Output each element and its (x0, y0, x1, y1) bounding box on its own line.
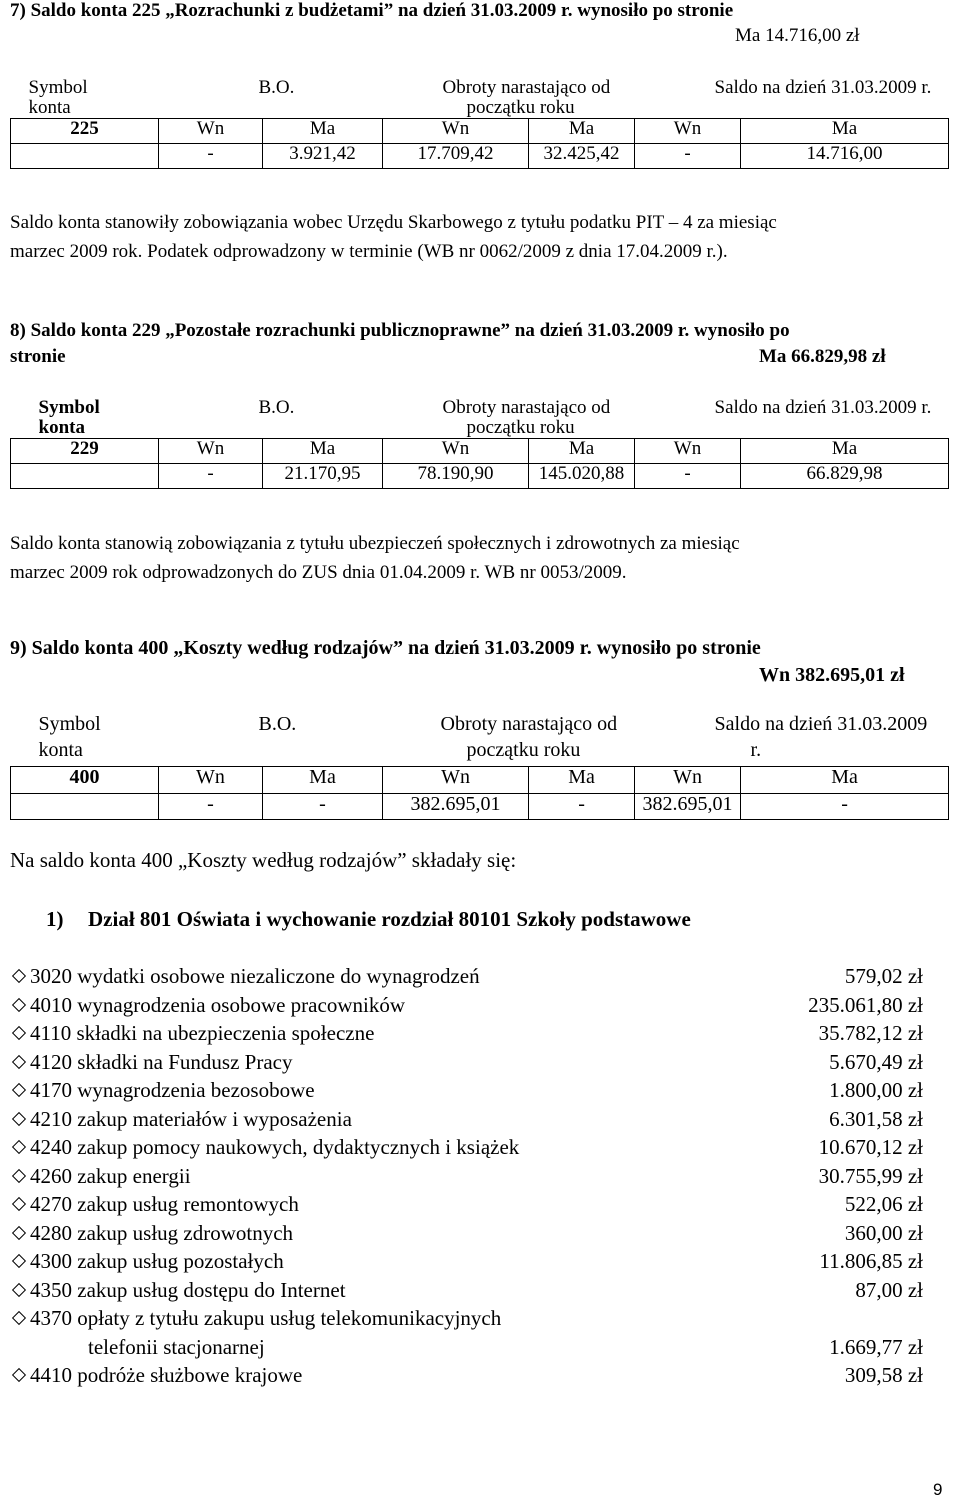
cost-item-label: 4120 składki na Fundusz Pracy (30, 1049, 293, 1074)
value-cell: - (741, 793, 949, 819)
header-saldo-2: r. (635, 740, 949, 766)
col-header: Wn (159, 119, 263, 144)
cost-item-amount: 309,58 zł (844, 1363, 923, 1387)
diamond-bullet-icon (11, 1196, 27, 1212)
diamond-bullet-icon (11, 1139, 27, 1155)
diamond-bullet-icon (11, 1054, 27, 1070)
account-400-table (10, 714, 949, 820)
cost-item-label: 4210 zakup materiałów i wyposażenia (30, 1106, 352, 1131)
cost-item-amount: 522,06 zł (844, 1192, 923, 1216)
value-cell: 145.020,88 (529, 464, 635, 489)
cost-item-amount: 30.755,99 zł (818, 1163, 923, 1188)
subheading-number: 1) (46, 907, 64, 931)
col-header: Ma (263, 766, 383, 793)
header-obroty: Obroty narastająco od (442, 77, 611, 98)
col-header: Ma (741, 766, 949, 793)
cost-item-label: 4270 zakup usług remontowych (30, 1192, 299, 1216)
cost-item-amount: 235.061,80 zł (808, 992, 923, 1017)
diamond-bullet-icon (11, 1310, 27, 1326)
cost-item-label: 4260 zakup energii (30, 1163, 191, 1188)
value-cell: - (529, 793, 635, 819)
cost-item-amount: 11.806,85 zł (819, 1249, 923, 1273)
value-cell: 17.709,42 (383, 144, 529, 169)
section-8-heading-line-2: stronie (10, 346, 66, 367)
cost-item-label: 4240 zakup pomocy naukowych, dydaktycznych i książek (30, 1135, 520, 1159)
section-8-heading: 8) Saldo konta 229 „Pozostałe rozrachunki publicznoprawne” na dzień 31.03.2009 r. wynosiło po (10, 320, 790, 341)
cost-item-amount: 87,00 zł (855, 1277, 923, 1302)
header-obroty-2: początku roku (383, 98, 635, 119)
cost-item-amount: 1.800,00 zł (829, 1078, 923, 1102)
section-9-intro: Na saldo konta 400 „Koszty według rodzajów” składały się: (10, 848, 517, 872)
value-cell: 78.190,90 (383, 464, 529, 489)
value-cell: - (159, 144, 263, 169)
cost-item-label-line-2: telefonii stacjonarnej (88, 1334, 265, 1359)
value-cell: 32.425,42 (529, 144, 635, 169)
col-header: Ma (529, 119, 635, 144)
col-header: Wn (635, 766, 741, 793)
header-konta: konta (11, 418, 159, 439)
cost-item-amount: 1.669,77 zł (829, 1334, 923, 1359)
account-number: 225 (11, 119, 159, 144)
diamond-bullet-icon (11, 968, 27, 984)
header-bo: B.O. (258, 77, 295, 98)
cost-item-label: 3020 wydatki osobowe niezaliczone do wynagrodzeń (30, 964, 480, 988)
account-number: 400 (11, 766, 159, 793)
col-header: Ma (263, 119, 383, 144)
value-cell: 66.829,98 (741, 464, 949, 489)
header-bo: B.O. (258, 713, 297, 735)
header-saldo: Saldo na dzień 31.03.2009 (714, 713, 928, 735)
col-header: Ma (741, 439, 949, 464)
cost-item-amount: 579,02 zł (844, 964, 923, 988)
col-header: Ma (529, 439, 635, 464)
diamond-bullet-icon (11, 1253, 27, 1269)
col-header: Wn (635, 119, 741, 144)
section-9-amount: Wn 382.695,01 zł (759, 664, 905, 686)
col-header: Wn (159, 766, 263, 793)
account-229-table (10, 398, 949, 489)
cost-item-label: 4280 zakup usług zdrowotnych (30, 1220, 294, 1245)
section-9-heading: 9) Saldo konta 400 „Koszty według rodzajów” na dzień 31.03.2009 r. wynosiło po stronie (10, 637, 761, 659)
value-cell: 21.170,95 (263, 464, 383, 489)
col-header: Ma (529, 766, 635, 793)
account-number: 229 (11, 439, 159, 464)
diamond-bullet-icon (11, 1025, 27, 1041)
section-8-amount: Ma 66.829,98 zł (759, 346, 886, 367)
subheading-dzial-801: Dział 801 Oświata i wychowanie rozdział 80101 Szkoły podstawowe (88, 907, 691, 931)
value-cell: - (635, 464, 741, 489)
value-cell: 3.921,42 (263, 144, 383, 169)
page-number: 9 (933, 1480, 943, 1499)
diamond-bullet-icon (11, 1225, 27, 1241)
cost-item-label: 4410 podróże służbowe krajowe (30, 1363, 303, 1387)
header-symbol: Symbol (28, 77, 88, 98)
value-cell: - (635, 144, 741, 169)
header-bo: B.O. (258, 397, 295, 418)
header-obroty-2: początku roku (383, 418, 635, 439)
value-cell: 382.695,01 (383, 793, 529, 819)
cost-item-label: 4110 składki na ubezpieczenia społeczne (30, 1021, 375, 1045)
section-8-note-line-2: marzec 2009 rok odprowadzonych do ZUS dnia 01.04.2009 r. WB nr 0053/2009. (10, 562, 627, 583)
section-7-heading: 7) Saldo konta 225 „Rozrachunki z budżetami” na dzień 31.03.2009 r. wynosiło po stronie (10, 0, 734, 21)
cost-item-label: 4350 zakup usług dostępu do Internet (30, 1277, 346, 1302)
section-8-note-line-1: Saldo konta stanowią zobowiązania z tytułu ubezpieczeń społecznych i zdrowotnych za miesiąc (10, 533, 740, 554)
header-konta: konta (11, 98, 159, 119)
diamond-bullet-icon (11, 1367, 27, 1383)
col-header: Wn (635, 439, 741, 464)
header-symbol: Symbol (38, 713, 101, 735)
section-7-note-line-1: Saldo konta stanowiły zobowiązania wobec Urzędu Skarbowego z tytułu podatku PIT – 4 za miesiąc (10, 212, 777, 233)
col-header: Wn (383, 119, 529, 144)
diamond-bullet-icon (11, 997, 27, 1013)
col-header: Wn (159, 439, 263, 464)
header-konta: konta (11, 740, 159, 766)
cost-item-amount: 10.670,12 zł (818, 1135, 923, 1159)
diamond-bullet-icon (11, 1168, 27, 1184)
cost-item-amount: 35.782,12 zł (818, 1021, 923, 1045)
value-cell: 382.695,01 (635, 793, 741, 819)
value-cell: - (263, 793, 383, 819)
header-symbol: Symbol (38, 397, 100, 418)
cost-item-label: 4370 opłaty z tytułu zakupu usług telekomunikacyjnych (30, 1306, 502, 1330)
header-saldo: Saldo na dzień 31.03.2009 r. (714, 77, 932, 98)
diamond-bullet-icon (11, 1082, 27, 1098)
diamond-bullet-icon (11, 1111, 27, 1127)
cost-item-amount: 360,00 zł (844, 1220, 923, 1245)
section-7-note-line-2: marzec 2009 rok. Podatek odprowadzony w terminie (WB nr 0062/2009 z dnia 17.04.2009 r.). (10, 241, 728, 262)
header-obroty-2: początku roku (383, 740, 635, 766)
header-saldo: Saldo na dzień 31.03.2009 r. (714, 397, 932, 418)
value-cell: - (159, 793, 263, 819)
value-cell: 14.716,00 (741, 144, 949, 169)
cost-item-label: 4300 zakup usług pozostałych (30, 1249, 284, 1273)
col-header: Wn (383, 439, 529, 464)
col-header: Ma (263, 439, 383, 464)
cost-item-label: 4010 wynagrodzenia osobowe pracowników (30, 992, 405, 1017)
cost-item-amount: 5.670,49 zł (829, 1049, 923, 1074)
diamond-bullet-icon (11, 1282, 27, 1298)
header-obroty: Obroty narastająco od (440, 713, 618, 735)
col-header: Ma (741, 119, 949, 144)
cost-item-amount: 6.301,58 zł (829, 1106, 923, 1131)
cost-item-label: 4170 wynagrodzenia bezosobowe (30, 1078, 315, 1102)
section-7-amount: Ma 14.716,00 zł (735, 25, 860, 46)
account-225-table (10, 78, 949, 169)
value-cell: - (159, 464, 263, 489)
col-header: Wn (383, 766, 529, 793)
header-obroty: Obroty narastająco od (442, 397, 611, 418)
